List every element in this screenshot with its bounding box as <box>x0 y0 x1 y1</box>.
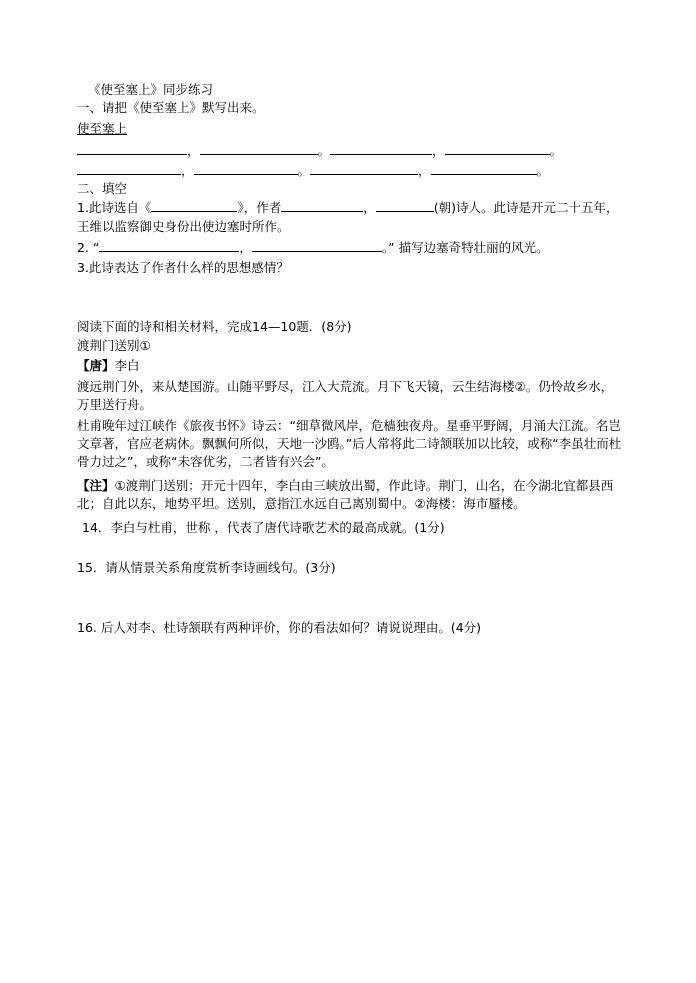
q1-blank-author[interactable] <box>281 199 363 212</box>
punctuation: ， <box>181 163 194 178</box>
question-15: 15．请从情景关系角度赏析李诗画线句。(3分) <box>77 560 336 575</box>
q1-text: 1.此诗选自《 <box>77 200 152 215</box>
dictation-blank[interactable] <box>77 142 187 155</box>
reading-material: 杜甫晚年过江峡作《旅夜书怀》诗云：“细草微风岸，危樯独夜舟。星垂平野阔，月涌大江流。名岂文章著，官应老病休。飘飘何所似，天地一沙鸥。”后人常将此二诗颔联加以比较，或称“李虽壮而杜骨力过之”，或称“未容优劣，二者皆有兴会”。 <box>77 418 622 469</box>
dictation-row-1 <box>77 142 562 160</box>
question-16: 16. 后人对李、杜诗颔联有两种评价，你的看法如何？请说说理由。(4分) <box>77 620 482 635</box>
punctuation: 。 <box>297 163 311 178</box>
punctuation: 。 <box>549 143 563 158</box>
question-1-continued: 王维以监察御史身份出使边塞时所作。 <box>77 219 290 234</box>
section2-heading: 二、填空 <box>77 181 128 196</box>
question-14: 14．李白与杜甫，世称 ，代表了唐代诗歌艺术的最高成就。(1分) <box>82 520 445 535</box>
reading-poem-title: 渡荆门送别① <box>77 338 151 353</box>
q2-text: ， <box>239 240 252 255</box>
author-name: 李白 <box>114 358 140 373</box>
q1-text: 》，作者 <box>237 200 282 215</box>
q1-text: ， <box>363 200 376 215</box>
q2-blank-2[interactable] <box>252 239 382 252</box>
q2-text: 2. “ <box>77 240 100 255</box>
question-3: 3.此诗表达了作者什么样的思想感情？ <box>77 260 289 275</box>
dictation-blank[interactable] <box>77 162 181 175</box>
question-2 <box>77 239 549 257</box>
reading-note <box>77 477 622 513</box>
section1-poem-title: 使至塞上 <box>77 121 128 136</box>
note-text: ①渡荆门送别：开元十四年，李白由三峡放出蜀，作此诗。荆门，山名，在今湖北宜都县西北；自此以东，地势平坦。送别，意指江水远自己离别蜀中。②海楼：海市蜃楼。 <box>77 478 614 511</box>
dictation-blank[interactable] <box>330 142 432 155</box>
dictation-row-2 <box>77 162 549 180</box>
dictation-blank[interactable] <box>310 162 418 175</box>
question-1 <box>77 199 618 217</box>
punctuation: ， <box>187 143 200 158</box>
section1-heading: 一、请把《使至塞上》默写出来。 <box>77 100 265 115</box>
reading-instruction: 阅读下面的诗和相关材料，完成14—10题．(8分) <box>77 319 352 334</box>
q1-blank-source[interactable] <box>151 199 237 212</box>
note-tag: 【注】 <box>77 478 115 493</box>
q1-text: (朝)诗人。此诗是开元二十五年， <box>433 200 619 215</box>
q2-text: 。” 描写边塞奇特壮丽的风光。 <box>381 240 549 255</box>
dictation-blank[interactable] <box>431 162 537 175</box>
punctuation: ， <box>432 143 445 158</box>
dictation-blank[interactable] <box>200 142 318 155</box>
dictation-blank[interactable] <box>194 162 298 175</box>
dictation-blank[interactable] <box>445 142 550 155</box>
punctuation: ， <box>418 163 431 178</box>
q2-blank-1[interactable] <box>99 239 239 252</box>
document-title: 《使至塞上》同步练习 <box>88 82 214 97</box>
reading-poem-text: 渡远荆门外，来从楚国游。山随平野尽，江入大荒流。月下飞天镜，云生结海楼②。仍怜故乡水，万里送行舟。 <box>77 379 614 412</box>
punctuation: 。 <box>317 143 331 158</box>
q1-blank-dynasty[interactable] <box>376 199 434 212</box>
author-tag: 【唐】 <box>77 358 115 373</box>
reading-author <box>77 357 140 375</box>
punctuation: 。 <box>536 163 550 178</box>
